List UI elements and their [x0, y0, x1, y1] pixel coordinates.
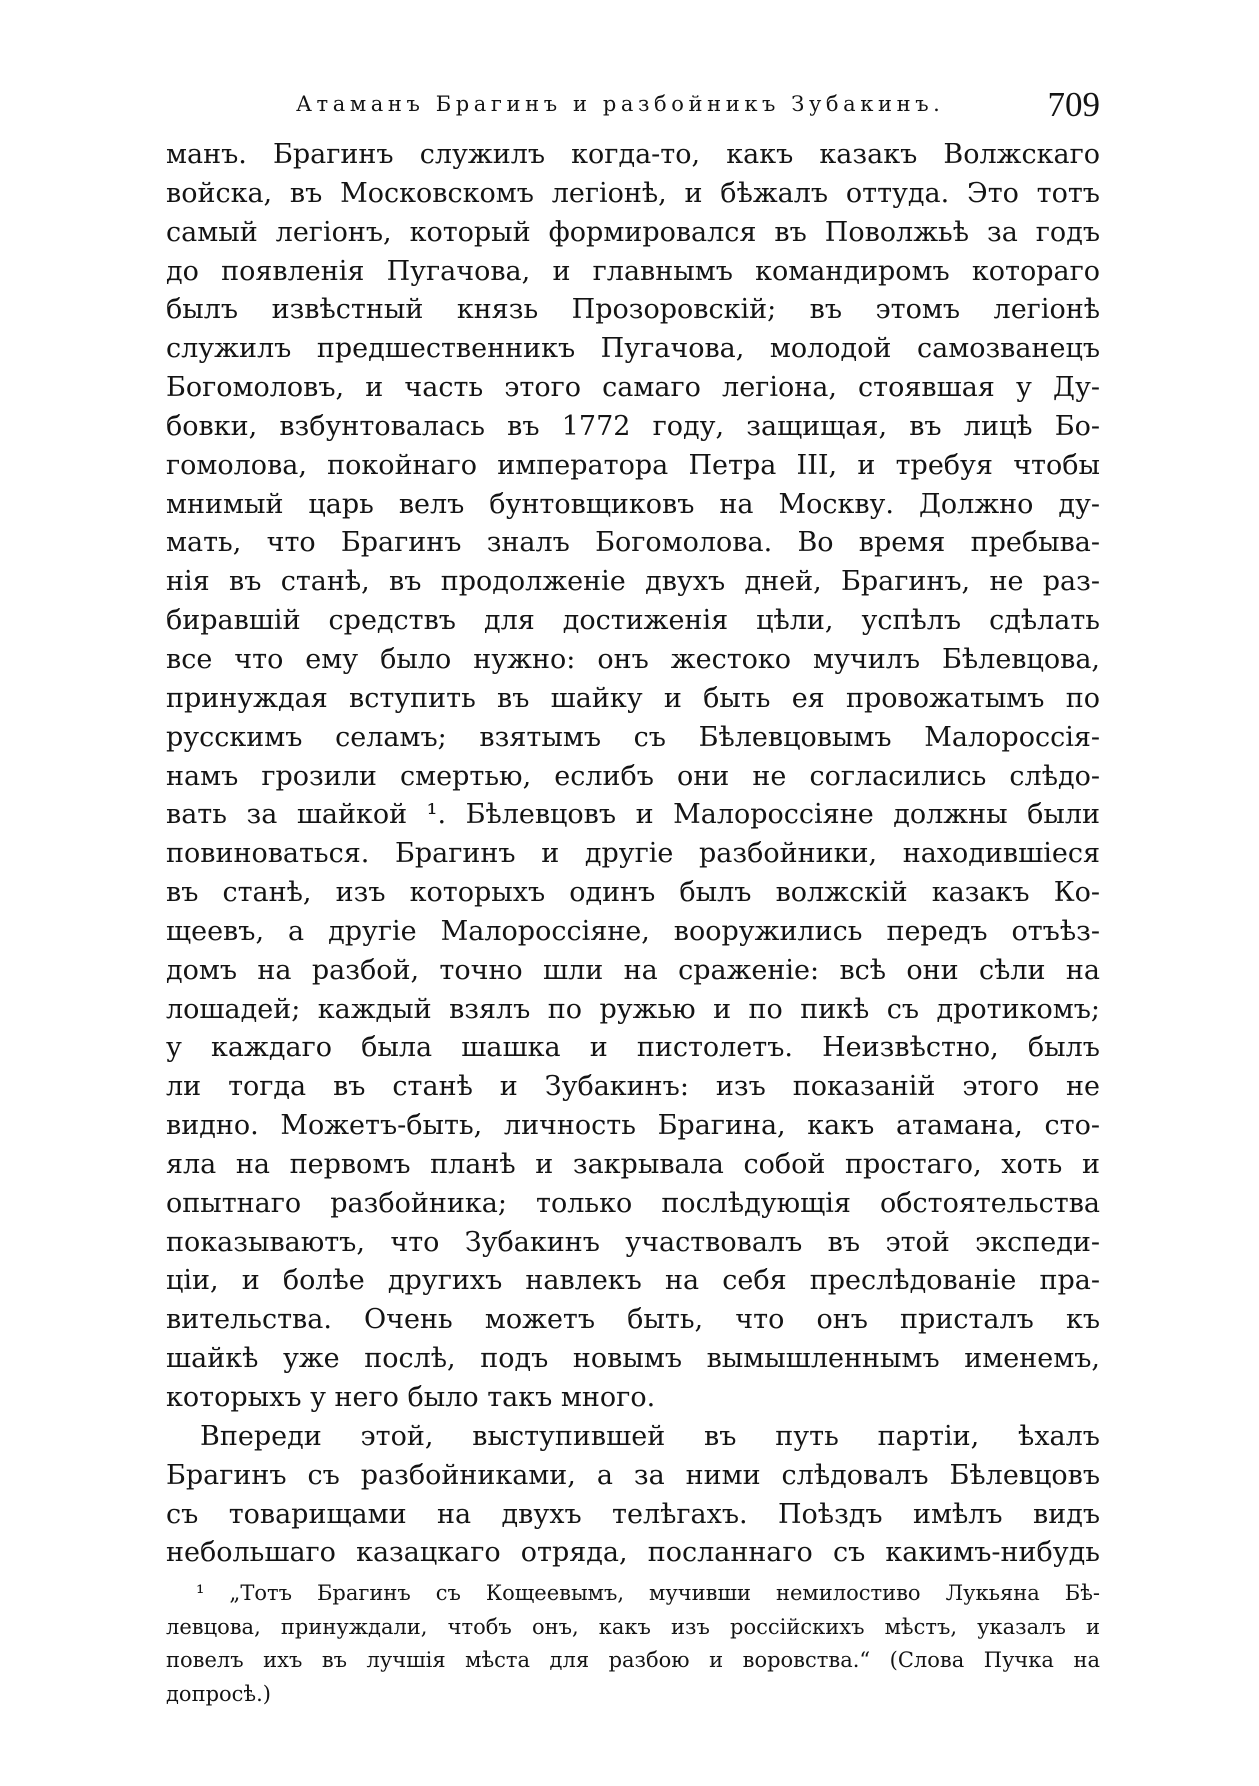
text-line: у каждаго была шашка и пистолетъ. Неизвѣстно, былъ: [166, 1032, 1100, 1064]
page-number: 709: [1047, 85, 1100, 124]
text-line: домъ на разбой, точно шли на сраженіе: всѣ они сѣли на: [166, 954, 1100, 986]
text-line: самый легіонъ, который формировался въ Поволжьѣ за годъ: [166, 216, 1100, 248]
paragraph-end-line: которыхъ у него было такъ много.: [166, 1382, 656, 1413]
text-line: былъ извѣстный князь Прозоровскій; въ этомъ легіонѣ: [166, 294, 1100, 326]
text-line: русскимъ селамъ; взятымъ съ Бѣлевцовымъ Малороссія-: [166, 721, 1100, 753]
text-line: мать, что Брагинъ зналъ Богомолова. Во время пребыва-: [166, 527, 1100, 559]
text-line: лошадей; каждый взялъ по ружью и по пикѣ съ дротикомъ;: [166, 993, 1100, 1025]
text-line: показываютъ, что Зубакинъ участвовалъ въ этой экспеди-: [166, 1226, 1100, 1258]
text-line: повиноваться. Брагинъ и другіе разбойники, находившіеся: [166, 838, 1100, 870]
text-line: яла на первомъ планѣ и закрывала собой простаго, хоть и: [166, 1148, 1100, 1180]
text-line-with-footnote-ref: вать за шайкой ¹. Бѣлевцовъ и Малороссіяне должны были: [166, 799, 1100, 831]
text-line: биравшій средствъ для достиженія цѣли, успѣлъ сдѣлать: [166, 605, 1100, 637]
text-line: принуждая вступить въ шайку и быть ея провожатымъ по: [166, 682, 1100, 714]
footnote-line: повелъ ихъ въ лучшія мѣста для разбою и воровства.“ (Слова Пучка на: [166, 1648, 1100, 1672]
text-line: Брагинъ съ разбойниками, а за ними слѣдовалъ Бѣлевцовъ: [166, 1459, 1100, 1491]
text-line: до появленія Пугачова, и главнымъ командиромъ котораго: [166, 255, 1100, 287]
text-line: небольшаго казацкаго отряда, посланнаго съ какимъ-нибудь: [166, 1537, 1100, 1569]
text-line: намъ грозили смертью, еслибъ они не согласились слѣдо-: [166, 760, 1100, 792]
body-text: [166, 136, 1100, 1573]
text-line: вительства. Очень можетъ быть, что онъ присталъ къ: [166, 1304, 1100, 1336]
text-line: мнимый царь велъ бунтовщиковъ на Москву. Должно ду-: [166, 488, 1100, 520]
text-line: служилъ предшественникъ Пугачова, молодой самозванецъ: [166, 333, 1100, 365]
text-line: въ станѣ, изъ которыхъ одинъ былъ волжскій казакъ Ко-: [166, 877, 1100, 909]
text-line: бовки, взбунтовалась въ 1772 году, защищая, въ лицѣ Бо-: [166, 410, 1100, 442]
paragraph-start-line: Впереди этой, выступившей въ путь партіи, ѣхалъ: [200, 1420, 1100, 1452]
footnote: [166, 1577, 1100, 1711]
text-line: съ товарищами на двухъ телѣгахъ. Поѣздъ имѣлъ видъ: [166, 1498, 1100, 1530]
footnote-line: левцова, принуждали, чтобъ онъ, какъ изъ россійскихъ мѣстъ, указалъ и: [166, 1614, 1100, 1639]
page-header: [166, 85, 1100, 128]
text-line: войска, въ Московскомъ легіонѣ, и бѣжалъ оттуда. Это тотъ: [166, 177, 1100, 209]
footnote-line: ¹ „Тотъ Брагинъ съ Кощеевымъ, мучивши немилостиво Лукьяна Бѣ-: [196, 1581, 1100, 1605]
text-line: гомолова, покойнаго императора Петра III, и требуя чтобы: [166, 449, 1100, 481]
text-line: видно. Можетъ-быть, личность Брагина, какъ атамана, сто-: [166, 1110, 1100, 1142]
text-line: нія въ станѣ, въ продолженіе двухъ дней, Брагинъ, не раз-: [166, 566, 1100, 598]
text-line: манъ. Брагинъ служилъ когда-то, какъ казакъ Волжскаго: [166, 139, 1100, 170]
text-line: опытнаго разбойника; только послѣдующія обстоятельства: [166, 1187, 1100, 1219]
text-line: шайкѣ уже послѣ, подъ новымъ вымышленнымъ именемъ,: [166, 1343, 1100, 1375]
text-line: Богомоловъ, и часть этого самаго легіона, стоявшая у Ду-: [166, 372, 1100, 404]
text-line: все что ему было нужно: онъ жестоко мучилъ Бѣлевцова,: [166, 643, 1100, 675]
text-line: ціи, и болѣе другихъ навлекъ на себя преслѣдованіе пра-: [166, 1265, 1100, 1297]
text-line: ли тогда въ станѣ и Зубакинъ: изъ показаній этого не: [166, 1071, 1100, 1103]
footnote-line: допросѣ.): [166, 1681, 271, 1706]
running-title: Атаманъ Брагинъ и разбойникъ Зубакинъ.: [296, 92, 945, 116]
text-line: щеевъ, а другіе Малороссіяне, вооружились передъ отъѣз-: [166, 915, 1100, 947]
